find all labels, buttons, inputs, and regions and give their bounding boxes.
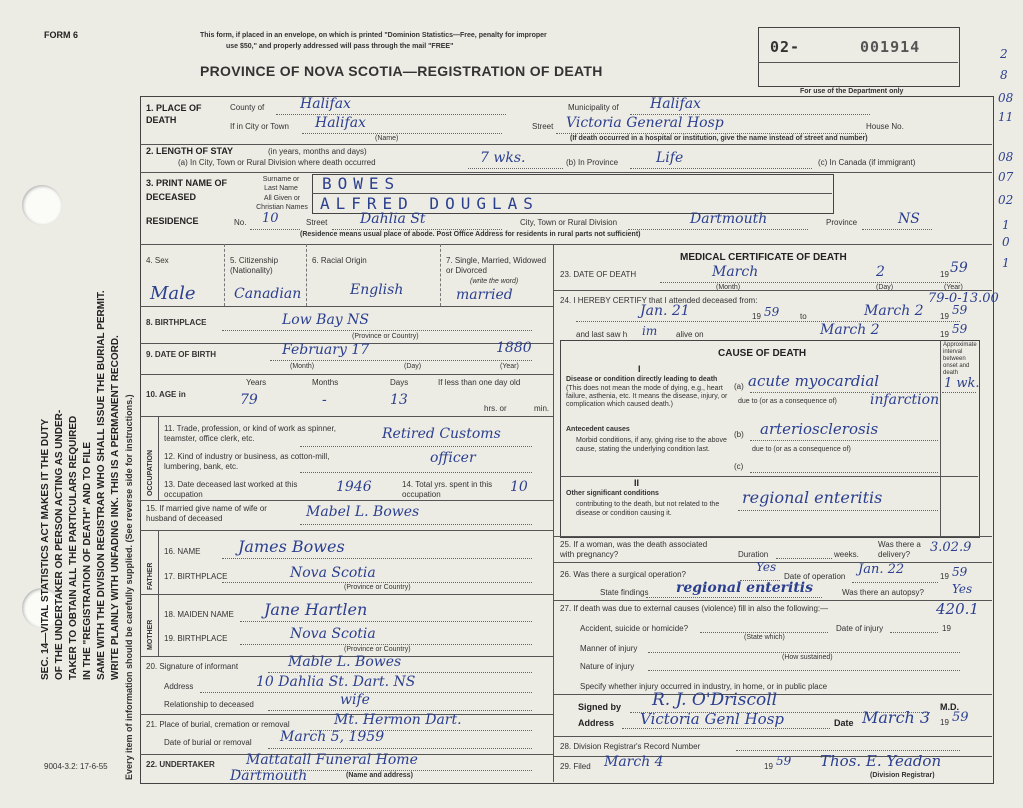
mother-birthplace-label: 19. BIRTHPLACE <box>164 634 228 643</box>
form-label: FORM 6 <box>44 30 79 40</box>
dob-month-value: February 17 <box>282 342 370 358</box>
racial-origin-label: 6. Racial Origin <box>312 256 367 265</box>
sign-year-prefix: 19 <box>940 718 949 727</box>
medical-certificate-title: MEDICAL CERTIFICATE OF DEATH <box>680 252 847 263</box>
other-condition-value: regional enteritis <box>742 488 883 507</box>
sign-date-label: Date <box>834 718 854 728</box>
city-town-label: If in City or Town <box>230 122 289 131</box>
certify-label: 24. I HEREBY CERTIFY that I attended deceased from: <box>560 296 758 305</box>
margin-number: 08 <box>998 91 1014 105</box>
coding-1: 79-0-13.00 <box>928 291 999 306</box>
margin-number: 8 <box>1000 68 1008 82</box>
undertaker-hint: (Name and address) <box>346 772 413 779</box>
stay-city-label: (a) In City, Town or Rural Division where death occurred <box>178 158 376 167</box>
date-injury-label: Date of injury <box>836 624 884 633</box>
cause-b-marker: (b) <box>734 430 744 439</box>
informant-address-value: 10 Dahlia St. Dart. NS <box>256 674 416 690</box>
external-label: 27. If death was due to external causes (violence) fill in also the following:— <box>560 604 829 613</box>
father-name-value: James Bowes <box>238 537 345 556</box>
side-text-4: IN THE "REGISTRATION OF DEATH" AND TO FILE <box>82 442 93 680</box>
relationship-value: wife <box>340 692 370 708</box>
maiden-name-value: Jane Hartlen <box>264 600 368 619</box>
margin-number: 11 <box>998 110 1014 124</box>
date-last-worked-value: 1946 <box>336 479 372 495</box>
street-label: Street <box>532 122 554 131</box>
racial-origin-value: English <box>350 282 404 298</box>
stay-canada-label: (c) In Canada (if immigrant) <box>818 158 916 167</box>
marital-hint: (write the word) <box>470 278 519 285</box>
birthplace-label: 8. BIRTHPLACE <box>146 318 207 327</box>
immediate-note: (This does not mean the mode of dying, e.g., heart failure, asthenia, etc. It means the disease, injury, or complication which caused death.) <box>566 385 728 408</box>
county-value: Halifax <box>300 96 351 112</box>
birthplace-value: Low Bay NS <box>282 312 369 328</box>
mother-birthplace-hint: (Province or Country) <box>344 646 411 653</box>
undertaker-value: Mattatall Funeral Home <box>246 752 418 768</box>
death-year-prefix: 19 <box>940 270 949 279</box>
less-than-day-label: If less than one day old <box>438 378 521 387</box>
age-days-value: 13 <box>390 392 408 408</box>
attended-from-value: Jan. 21 <box>640 303 690 319</box>
age-months-value: - <box>322 392 327 408</box>
given-names-value: ALFRED DOUGLAS <box>320 194 539 213</box>
interval-a-value: 1 wk. <box>944 376 980 391</box>
stay-province-value: Life <box>656 150 684 166</box>
industry-label: 12. Kind of industry or business, as cotton-mill, lumbering, bank, etc. <box>164 452 330 471</box>
residence-city-value: Dartmouth <box>690 211 768 227</box>
margin-number: 02 <box>998 193 1014 207</box>
sex-value: Male <box>150 283 196 304</box>
side-text-5: SAME WITH THE DIVISION REGISTRAR WHO SHALL ISSUE THE BURIAL PERMIT. <box>96 290 107 680</box>
stay-province-label: (b) In Province <box>566 158 619 167</box>
municipality-label: Municipality of <box>568 103 619 112</box>
age-label: 10. AGE in <box>146 390 186 399</box>
alive-on-label: alive on <box>676 330 704 339</box>
sign-date-value: March 3 <box>862 708 931 727</box>
margin-number: 1 <box>1002 218 1010 232</box>
wife-name-value: Mabel L. Bowes <box>306 504 420 520</box>
length-of-stay-label: 2. LENGTH OF STAY <box>146 146 234 156</box>
municipality-value: Halifax <box>650 96 701 112</box>
margin-number: 07 <box>998 170 1014 184</box>
wife-name-label: 15. If married give name of wife or husband of deceased <box>146 504 267 523</box>
place-of-death-label: 1. PLACE OF DEATH <box>146 103 202 125</box>
age-days-label: Days <box>390 378 409 387</box>
nature-label: Nature of injury <box>580 662 635 671</box>
reg-number: 001914 <box>860 38 921 56</box>
side-text-2: OF THE UNDERTAKER OR PERSON ACTING AS UNDER- <box>54 409 65 680</box>
injury-year-prefix: 19 <box>942 624 951 633</box>
to-label: to <box>800 312 807 321</box>
md-label: M.D. <box>940 702 959 712</box>
cause-of-death-title: CAUSE OF DEATH <box>718 348 807 359</box>
reg-record-label: 28. Division Registrar's Record Number <box>560 742 701 751</box>
trade-label: 11. Trade, profession, or kind of work as spinner, teamster, office clerk, etc. <box>164 424 336 443</box>
date-last-worked-label: 13. Date deceased last worked at this occupation <box>164 480 298 499</box>
street-value: Victoria General Hosp <box>566 115 724 131</box>
section-i: I <box>638 364 641 374</box>
signed-by-value: R. J. O'Driscoll <box>652 690 778 710</box>
filed-value: March 4 <box>604 754 664 770</box>
side-text-3: TAKER TO OBTAIN ALL THE PARTICULARS REQUIRED <box>68 415 79 680</box>
hospital-note: (If death occurred in a hospital or institution, give the name instead of street and number) <box>570 135 868 142</box>
margin-number: 1 <box>1002 256 1010 270</box>
margin-number: 0 <box>1002 235 1010 249</box>
residence-province-label: Province <box>826 218 858 227</box>
trade-value: Retired Customs <box>382 426 501 442</box>
side-text-1: SEC. 14—VITAL STATISTICS ACT MAKES IT THE DUTY <box>40 418 51 680</box>
informant-value: Mable L. Bowes <box>288 654 402 670</box>
father-birthplace-label: 17. BIRTHPLACE <box>164 572 228 581</box>
how-sustained-hint: (How sustained) <box>782 654 833 661</box>
age-months-label: Months <box>312 378 339 387</box>
sign-year-value: 59 <box>952 710 969 725</box>
total-years-value: 10 <box>510 479 528 495</box>
findings-value: regional enteritis <box>676 580 813 596</box>
given-names-label: All Given or Christian Names <box>256 195 308 211</box>
occupation-label: OCCUPATION <box>147 449 154 496</box>
dept-use: For use of the Department only <box>800 88 904 95</box>
residence-note: (Residence means usual place of abode. Post Office Address for residents in rural parts not sufficient) <box>300 231 641 238</box>
last-saw-value: im <box>642 324 658 338</box>
death-day-value: 2 <box>876 264 885 280</box>
stay-city-value: 7 wks. <box>480 150 526 166</box>
cause-a-value: acute myocardial <box>748 372 880 390</box>
citizenship-label: 5. Citizenship (Nationality) <box>230 256 279 275</box>
marital-value: married <box>456 287 513 303</box>
margin-number: 08 <box>998 150 1014 164</box>
maiden-name-label: 18. MAIDEN NAME <box>164 610 234 619</box>
trade-value-2: officer <box>430 450 476 466</box>
dob-day-hint: (Day) <box>404 363 422 370</box>
operation-year-value: 59 <box>952 565 968 579</box>
city-town-value: Halifax <box>315 115 366 131</box>
sign-address-value: Victoria Genl Hosp <box>640 710 785 728</box>
relationship-label: Relationship to deceased <box>164 700 254 709</box>
attended-to-year-prefix: 19 <box>940 312 949 321</box>
antecedent-note: Morbid conditions, if any, giving rise to the above cause, stating the underlying condition last. <box>576 437 727 453</box>
findings-label: State findings <box>600 588 649 597</box>
alive-year-prefix: 19 <box>940 330 949 339</box>
death-year-hint: (Year) <box>944 284 963 291</box>
death-day-hint: (Day) <box>876 284 894 291</box>
age-years-label: Years <box>246 378 267 387</box>
burial-date-label: Date of burial or removal <box>164 738 252 747</box>
form-title: PROVINCE OF NOVA SCOTIA—REGISTRATION OF DEATH <box>200 63 603 79</box>
informant-address-label: Address <box>164 682 194 691</box>
autopsy-label: Was there an autopsy? <box>842 588 924 597</box>
dob-year-hint: (Year) <box>500 363 519 370</box>
min-label: min. <box>534 404 550 413</box>
state-which-hint: (State which) <box>744 634 785 641</box>
filed-label: 29. Filed <box>560 762 591 771</box>
side-text-6: WRITE PLAINLY WITH UNFADING INK. THIS IS A PERMANENT RECORD. <box>110 335 121 680</box>
alive-year-value: 59 <box>952 322 968 336</box>
mother-label: MOTHER <box>147 619 154 650</box>
surgical-value: Yes <box>756 560 777 574</box>
attended-to-year: 59 <box>952 303 968 317</box>
cause-a-marker: (a) <box>734 382 744 391</box>
delivery-label: Was there a delivery? <box>878 540 921 559</box>
death-month-value: March <box>712 264 759 280</box>
accident-label: Accident, suicide or homicide? <box>580 624 689 633</box>
death-year-value: 59 <box>950 260 968 276</box>
filed-year-value: 59 <box>776 754 792 768</box>
dob-month-hint: (Month) <box>290 363 315 370</box>
antecedent-label: Antecedent causes <box>566 426 630 433</box>
duration-label: Duration <box>738 550 769 559</box>
death-month-hint: (Month) <box>716 284 741 291</box>
surname-value: BOWES <box>322 174 401 193</box>
sex-label: 4. Sex <box>146 256 169 265</box>
attended-from-year: 59 <box>764 305 780 319</box>
birthplace-hint: (Province or Country) <box>352 333 419 340</box>
punch-hole-top <box>22 185 62 225</box>
residence-no-label: No. <box>234 218 247 227</box>
mail-notice-2: use $50," and properly addressed will pass through the mail "FREE" <box>226 43 454 50</box>
signed-by-label: Signed by <box>578 702 622 712</box>
length-hint: (in years, months and days) <box>268 147 367 156</box>
father-name-label: 16. NAME <box>164 547 201 556</box>
surgical-label: 26. Was there a surgical operation? <box>560 570 686 579</box>
mail-notice-1: This form, if placed in an envelope, on which is printed "Dominion Statistics—Free, penalty for improper <box>200 32 547 39</box>
other-conditions-note: contributing to the death, but not related to the disease or condition causing it. <box>576 501 720 517</box>
other-conditions-label: Other significant conditions <box>566 490 659 497</box>
father-birthplace-value: Nova Scotia <box>290 565 376 581</box>
dob-label: 9. DATE OF BIRTH <box>146 350 217 359</box>
informant-label: 20. Signature of informant <box>146 662 239 671</box>
reg-prefix: 02- <box>770 38 801 56</box>
due-to-label-1: due to (or as a consequence of) <box>738 398 837 405</box>
undertaker-label: 22. UNDERTAKER <box>146 760 215 769</box>
filed-year-prefix: 19 <box>764 762 773 771</box>
last-saw-label: and last saw h <box>576 330 628 339</box>
father-birthplace-hint: (Province or Country) <box>344 584 411 591</box>
specify-label: Specify whether injury occurred in industry, in home, or in public place <box>580 682 828 691</box>
operation-year-prefix: 19 <box>940 572 949 581</box>
section-ii: II <box>634 478 640 488</box>
total-years-label: 14. Total yrs. spent in this occupation <box>402 480 493 499</box>
coding-3: 420.1 <box>936 600 979 618</box>
cause-b-value: arteriosclerosis <box>760 420 879 438</box>
date-operation-value: Jan. 22 <box>858 562 905 577</box>
burial-place-value: Mt. Hermon Dart. <box>334 712 462 728</box>
surname-label: Surname or Last Name <box>262 176 300 192</box>
date-of-death-label: 23. DATE OF DEATH <box>560 270 637 279</box>
immediate-label: Disease or condition directly leading to death <box>566 376 718 383</box>
residence-no-value: 10 <box>262 211 279 226</box>
interval-label: Approximate interval between onset and death <box>943 342 977 376</box>
residence-street-value: Dahlia St <box>360 211 426 227</box>
name-hint: (Name) <box>375 135 399 142</box>
hrs-label: hrs. or <box>484 404 507 413</box>
county-label: County of <box>230 103 265 112</box>
alive-on-value: March 2 <box>820 322 880 338</box>
weeks-label: weeks. <box>834 550 859 559</box>
burial-date-value: March 5, 1959 <box>280 729 385 745</box>
print-name-label: 3. PRINT NAME OF DECEASED <box>146 178 228 202</box>
residence-label: RESIDENCE <box>146 216 199 226</box>
date-operation-label: Date of operation <box>784 572 846 581</box>
undertaker-value-2: Dartmouth <box>230 768 308 784</box>
autopsy-value: Yes <box>952 582 973 596</box>
attended-to-value: March 2 <box>864 303 924 319</box>
dob-year-value: 1880 <box>496 340 532 356</box>
residence-province-value: NS <box>898 211 920 227</box>
registration-number-box <box>758 27 960 87</box>
house-no-label: House No. <box>866 122 904 131</box>
marital-label: 7. Single, Married, Widowed or Divorced <box>446 256 547 275</box>
pregnancy-label: 25. If a woman, was the death associated with pregnancy? <box>560 540 708 559</box>
footer-code: 9004-3.2: 17-6-55 <box>44 762 108 771</box>
residence-street-label: Street <box>306 218 328 227</box>
coding-2: 3.02.9 <box>930 540 972 555</box>
age-years-value: 79 <box>240 392 258 408</box>
father-label: FATHER <box>147 562 154 590</box>
attended-from-year-prefix: 19 <box>752 312 761 321</box>
registrar-value: Thos. E. Yeadon <box>820 752 942 770</box>
citizenship-value: Canadian <box>234 286 302 302</box>
burial-place-label: 21. Place of burial, cremation or removal <box>146 720 290 729</box>
margin-number: 2 <box>1000 47 1008 61</box>
cause-c-marker: (c) <box>734 462 744 471</box>
residence-city-label: City, Town or Rural Division <box>520 218 618 227</box>
manner-label: Manner of injury <box>580 644 638 653</box>
mother-birthplace-value: Nova Scotia <box>290 626 376 642</box>
sign-address-label: Address <box>578 718 615 728</box>
due-to-label-2: due to (or as a consequence of) <box>752 446 851 453</box>
cause-a-value-2: infarction <box>870 392 940 408</box>
div-registrar-hint: (Division Registrar) <box>870 772 935 779</box>
side-text-7: Every item of information should be carefully supplied. (See reverse side for instructions.) <box>124 394 134 780</box>
